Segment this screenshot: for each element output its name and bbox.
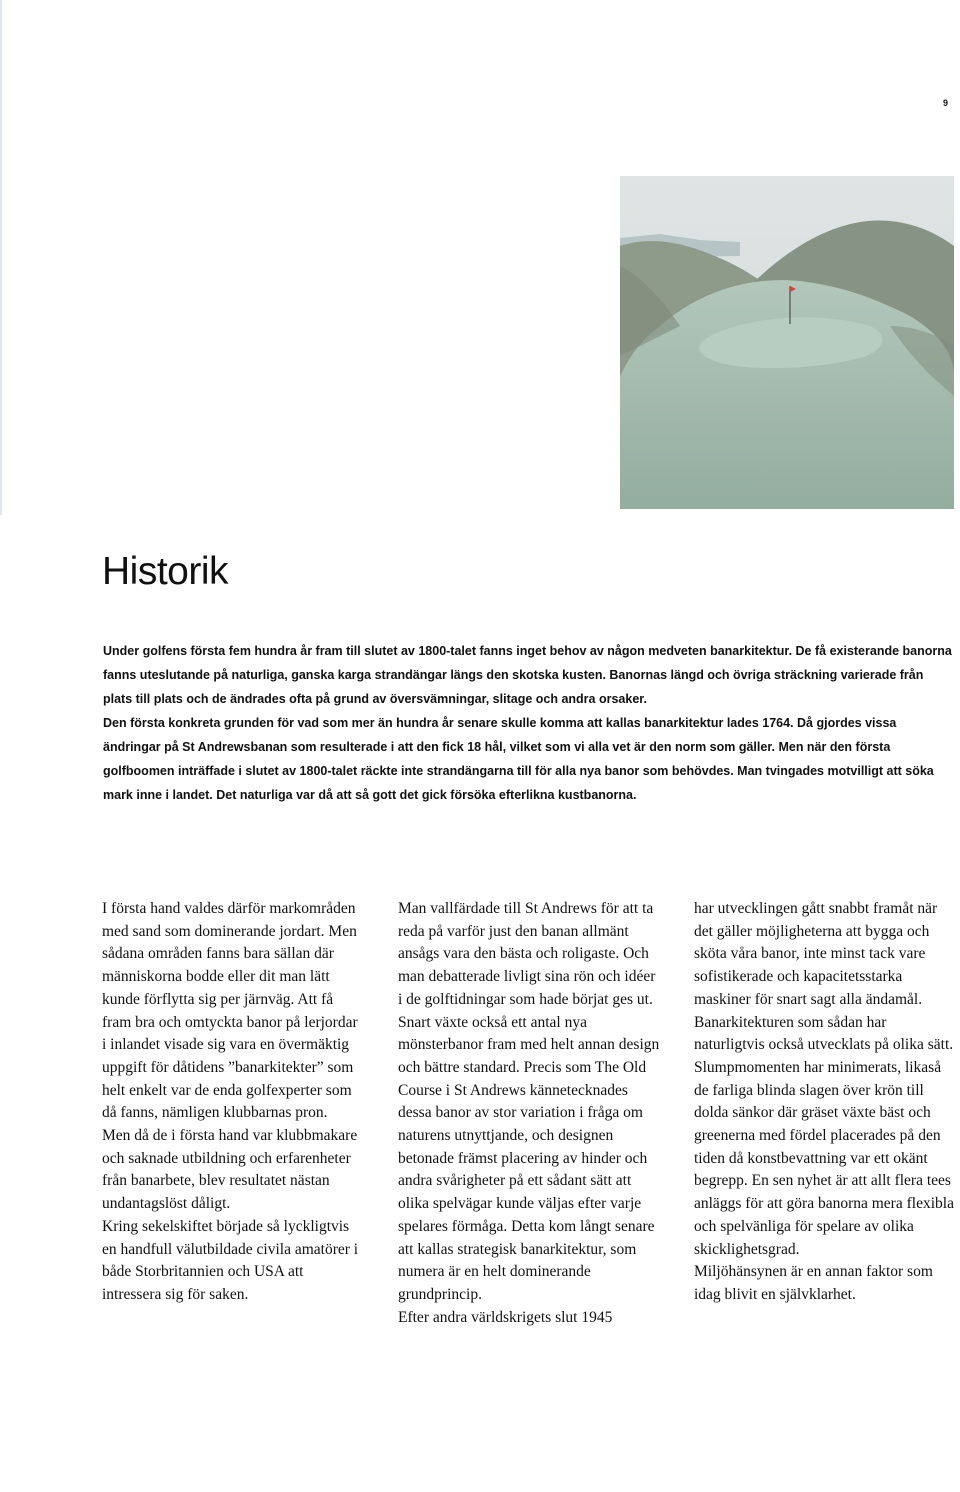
body-paragraph: Miljöhänsynen är en annan faktor som idag blivit en självklarhet. [694, 1263, 933, 1303]
body-paragraph: Snart växte också ett antal nya mönsterbanor fram med helt annan design och bättre standard. Precis som The Old Course i St Andrews kännetecknades dessa banor av stor variation i fråga om naturens utnyttjande, och designen betonade främst placering av hinder och andra svårigheter på ett sådant sätt att olika spelvägar kunde väljas efter varje spelares förmåga. Detta kom långt senare att kallas strategisk banarkitektur, som numera är en helt dominerande grundprincip. [398, 1013, 660, 1303]
body-paragraph: Banarkitekturen som sådan har naturligtvis också utvecklats på olika sätt. Slumpmomenten har minimerats, likaså de farliga blinda slagen över krön till dolda sänkor där gräset växte bäst och greenerna med fördel placerades på den tiden då konstbevattning var ett okänt begrepp. En sen nyhet är att allt flera tees anläggs för att göra banorna mera flexibla och spelvänliga för spelare av olika skicklighetsgrad. [694, 1013, 954, 1258]
text-column-2 [398, 898, 660, 1329]
intro-paragraph: Den första konkreta grunden för vad som mer än hundra år senare skulle komma att kallas banarkitektur lades 1764. Då gjordes vissa ändringar på St Andrewsbanan som resulterade i att den fick 18 hål, vilket som vi alla vet är den norm som gäller. Men när den första golfboomen inträffade i slutet av 1800-talet räckte inte strandängarna till för alla nya banor som behövdes. Man tvingades motvilligt att söka mark inne i landet. Det naturliga var då att så gott det gick försöka efterlikna kustbanorna. [103, 716, 934, 802]
intro-text [103, 639, 953, 807]
body-paragraph: Man vallfärdade till St Andrews för att ta reda på varför just den banan allmänt ansågs vara den bästa och roligaste. Och man debatterade livligt sina rön och idéer i de golftidningar som hade börjat ges ut. [398, 900, 656, 1008]
intro-paragraph: Under golfens första fem hundra år fram till slutet av 1800-talet fanns inget behov av någon medveten banarkitektur. De få existerande banorna fanns uteslutande på naturliga, ganska karga strandängar längs den skotska kusten. Banornas längd och övriga sträckning varierade från plats till plats och de ändrades ofta på grund av översvämningar, slitage och andra orsaker. [103, 644, 952, 706]
body-paragraph: I första hand valdes därför markområden med sand som dominerande jordart. Men sådana områden fanns bara sällan där människorna bodde eller dit man lätt kunde förflytta sig per järnväg. Att få fram bra och omtyckta banor på lerjordar i inlandet visade sig vara en övermäktig uppgift för dåtidens ”banarkitekter” som helt enkelt var de enda golfexperter som då fanns, nämligen klubbarnas pron. [102, 900, 358, 1122]
body-paragraph: Men då de i första hand var klubbmakare och saknade utbildning och erfarenheter från banarbete, blev resultatet nästan undantagslöst dåligt. [102, 1127, 358, 1213]
text-column-3 [694, 898, 956, 1307]
golf-course-photo [620, 176, 954, 509]
body-paragraph: har utvecklingen gått snabbt framåt när det gäller möjligheterna att bygga och sköta våra banor, inte minst tack vare sofistikerade och kapacitetsstarka maskiner för snart sagt alla ändamål. [694, 900, 938, 1008]
body-paragraph: Kring sekelskiftet började så lyckligtvis en handfull välutbildade civila amatörer i både Storbritannien och USA att intressera sig för saken. [102, 1217, 359, 1303]
body-paragraph: Efter andra världskrigets slut 1945 [398, 1308, 613, 1326]
golf-landscape-illustration [620, 176, 954, 509]
page-number: 9 [942, 98, 948, 108]
page-title: Historik [102, 550, 229, 593]
page-edge-line [0, 0, 2, 515]
text-column-1 [102, 898, 364, 1307]
